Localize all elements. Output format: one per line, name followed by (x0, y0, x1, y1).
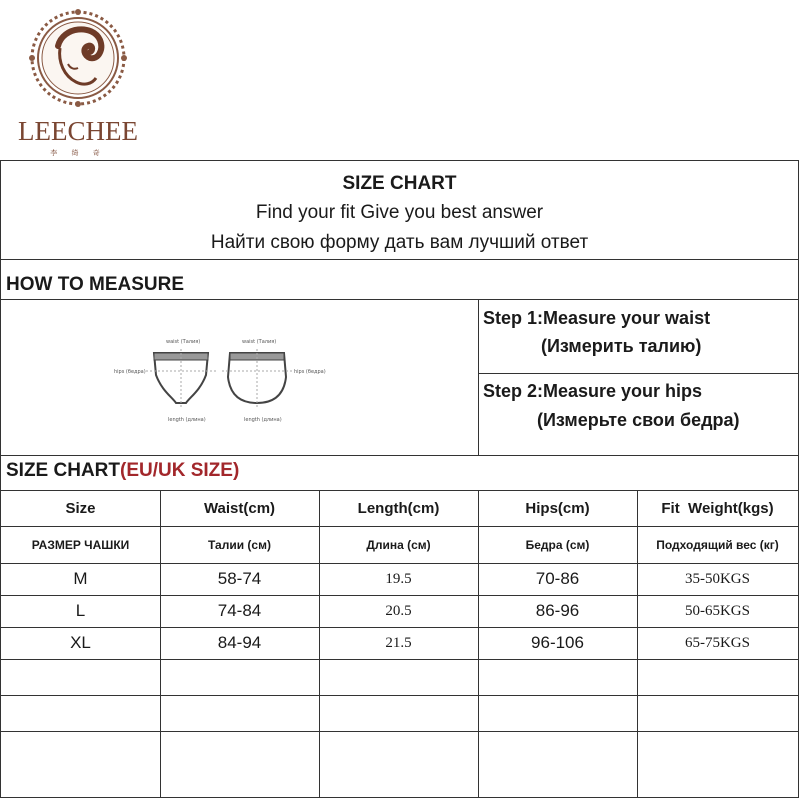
brand-logo (18, 6, 138, 158)
waist-label-back: waist (Талия) (242, 339, 277, 345)
col-header-waist: Waist(cm) (203, 499, 276, 517)
chart-title: SIZE CHART (342, 173, 457, 194)
table-cell-size: M (73, 569, 88, 588)
step1-ru-text: (Измерить талию) (541, 336, 702, 356)
empty-row (1, 659, 798, 695)
brief-front-icon (146, 349, 216, 409)
table-cell-size: L (75, 601, 86, 620)
step2-ru-text: (Измерьте свои бедра) (537, 410, 740, 430)
brand-name: LEECHEE (18, 116, 138, 146)
brief-back-icon (222, 349, 292, 409)
table-cell-waist: 84-94 (217, 633, 262, 652)
table-cell-length: 21.5 (385, 634, 412, 651)
table-cell-length: 19.5 (385, 570, 412, 587)
col-header-waist-ru: Талии (см) (208, 537, 271, 552)
measure-diagram (106, 331, 346, 431)
table-cell-weight: 65-75KGS (684, 634, 750, 651)
step1-text: Step 1:Measure your waist (483, 308, 711, 328)
empty-row (1, 695, 798, 731)
divider (478, 373, 798, 374)
divider (1, 299, 798, 300)
table-cell-weight: 35-50KGS (684, 570, 750, 587)
how-to-measure-heading: HOW TO MEASURE (6, 274, 185, 295)
chart-subtitle-en: Find your fit Give you best answer (255, 202, 544, 223)
col-header-hips-ru: Бедра (см) (525, 537, 590, 552)
logo-emblem (18, 6, 138, 118)
col-header-weight-ru: Подходящий вес (кг) (656, 537, 779, 552)
brand-subtitle: 李 绮 奇 (50, 149, 106, 157)
divider (478, 299, 479, 455)
length-label-front: length (длина) (168, 417, 206, 423)
table-cell-size: XL (70, 633, 91, 652)
size-chart-frame (0, 160, 799, 798)
col-header-size-ru: РАЗМЕР ЧАШКИ (31, 537, 130, 552)
table-cell-hips: 86-96 (535, 601, 580, 620)
table-cell-waist: 74-84 (217, 601, 262, 620)
size-chart-heading-main: SIZE CHART (6, 460, 120, 481)
col-header-size: Size (65, 499, 96, 517)
table-cell-waist: 58-74 (217, 569, 262, 588)
col-header-hips: Hips(cm) (525, 499, 590, 517)
table-cell-hips: 70-86 (535, 569, 580, 588)
empty-row (1, 731, 798, 797)
size-chart-heading (6, 460, 239, 482)
col-header-length: Length(cm) (357, 499, 440, 517)
size-chart-heading-accent: (EU/UK SIZE) (120, 460, 240, 481)
divider (1, 259, 798, 260)
table-cell-weight: 50-65KGS (684, 602, 750, 619)
hips-label-front: hips (бедра) (114, 369, 146, 375)
table-cell-length: 20.5 (385, 602, 412, 619)
divider (1, 455, 798, 456)
hips-label-back: hips (бедра) (294, 369, 326, 375)
chart-header (1, 161, 798, 259)
col-header-length-ru: Длина (см) (366, 537, 431, 552)
table-cell-hips: 96-106 (531, 633, 584, 652)
step2-text: Step 2:Measure your hips (483, 381, 703, 401)
chart-subtitle-ru: Найти свою форму дать вам лучший ответ (210, 232, 589, 253)
waist-label-front: waist (Талия) (166, 339, 201, 345)
length-label-back: length (длина) (244, 417, 282, 423)
col-header-weight: Fit Weight(kgs) (661, 499, 774, 517)
